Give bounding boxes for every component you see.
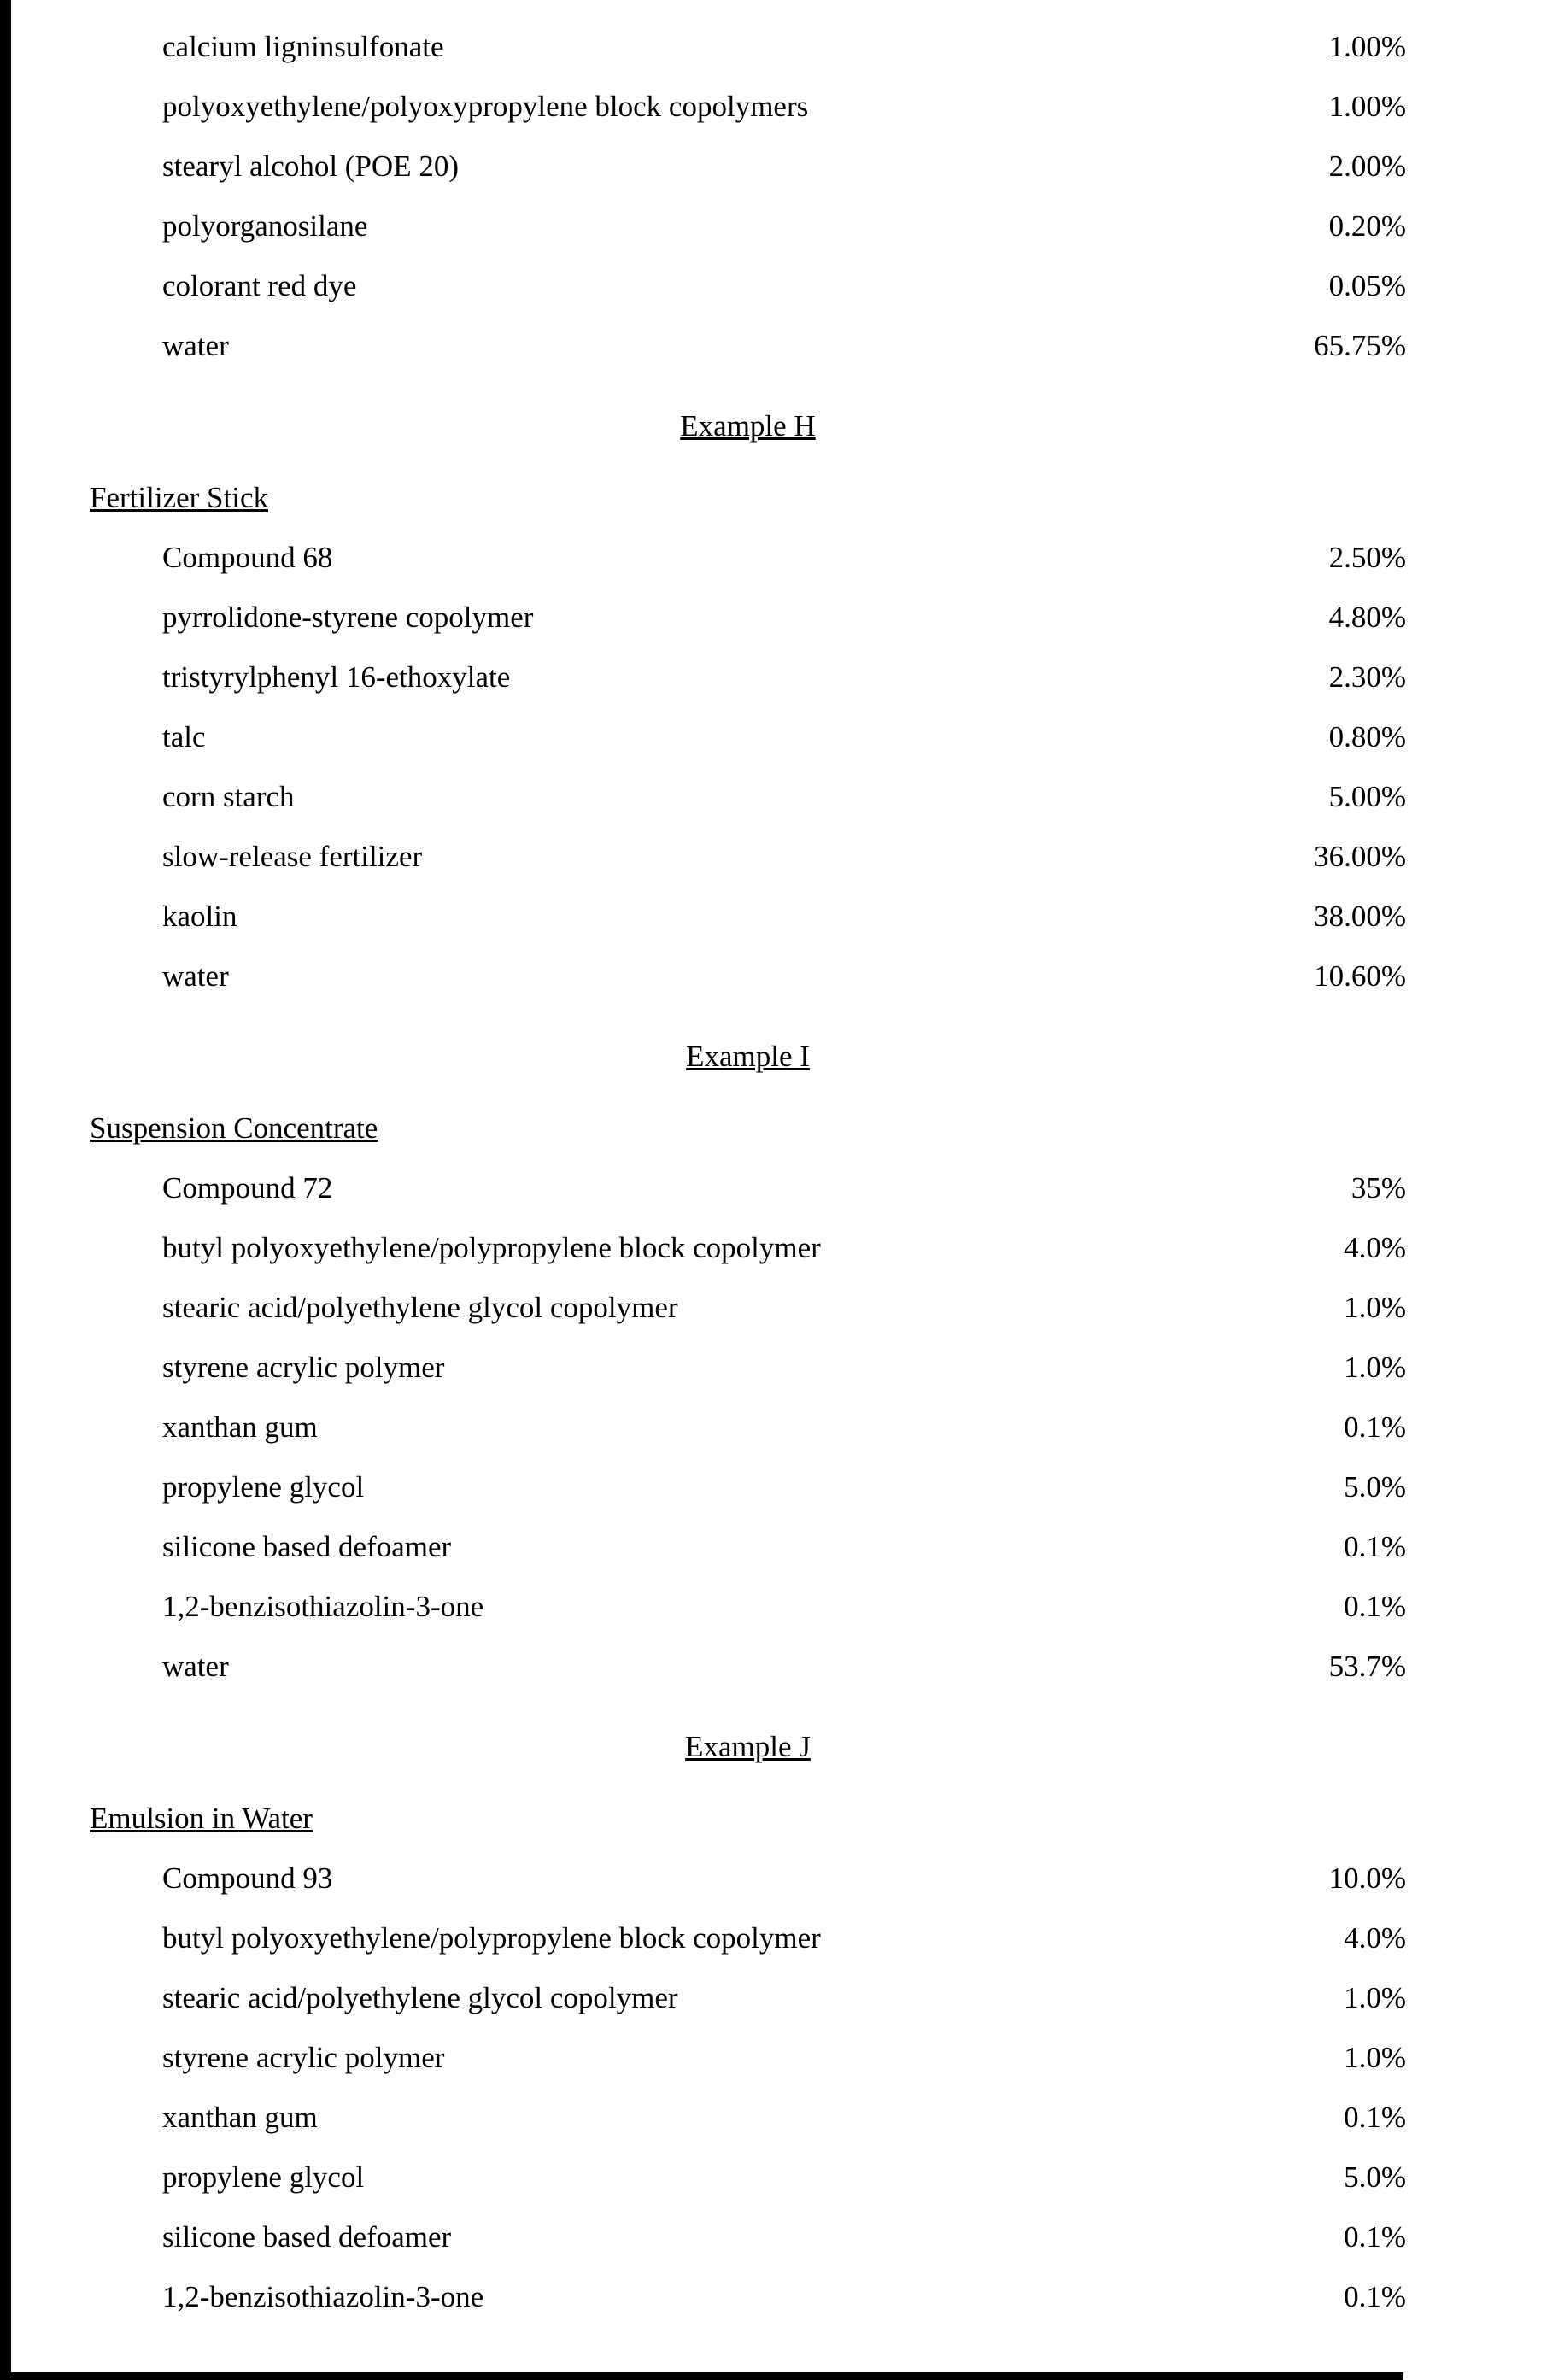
table-row	[90, 1517, 1406, 1577]
ingredient-name: styrene acrylic polymer	[162, 1351, 445, 1384]
ingredient-amount: 35%	[1351, 1171, 1406, 1205]
table-row	[90, 707, 1406, 767]
table-row	[90, 196, 1406, 256]
ingredient-name: stearyl alcohol (POE 20)	[162, 149, 459, 183]
table-row	[90, 316, 1406, 376]
table-row	[90, 1398, 1406, 1457]
ingredient-amount: 5.0%	[1344, 1470, 1406, 1504]
ingredient-name: propylene glycol	[162, 2160, 365, 2194]
scan-artifact-bottom-edge	[11, 2372, 1403, 2380]
ingredient-amount: 1.0%	[1344, 1291, 1406, 1324]
table-row	[90, 2088, 1406, 2148]
example-title: Example J	[685, 1730, 811, 1763]
ingredient-amount: 1.0%	[1344, 1981, 1406, 2014]
ingredient-amount: 0.1%	[1344, 2220, 1406, 2254]
ingredient-amount: 0.20%	[1328, 209, 1406, 243]
table-row	[90, 947, 1406, 1006]
ingredient-name: 1,2-benzisothiazolin-3-one	[162, 2280, 484, 2313]
ingredient-name: talc	[162, 720, 206, 753]
table-row	[90, 137, 1406, 196]
table-row	[90, 528, 1406, 588]
ingredient-amount: 4.0%	[1344, 1921, 1406, 1955]
table-row	[90, 1968, 1406, 2028]
ingredient-name: silicone based defoamer	[162, 2220, 452, 2254]
ingredient-name: stearic acid/polyethylene glycol copolymer	[162, 1291, 678, 1324]
ingredient-name: calcium ligninsulfonate	[162, 30, 444, 63]
ingredient-amount: 1.00%	[1328, 90, 1406, 123]
formulation-section	[90, 1717, 1406, 2327]
ingredient-amount: 2.30%	[1328, 660, 1406, 694]
document-page	[90, 17, 1406, 2327]
ingredient-amount: 4.80%	[1328, 601, 1406, 634]
ingredient-amount: 1.0%	[1344, 1351, 1406, 1384]
ingredient-name: pyrrolidone-styrene copolymer	[162, 601, 534, 634]
ingredient-amount: 5.00%	[1328, 780, 1406, 813]
ingredient-amount: 1.0%	[1344, 2041, 1406, 2074]
example-title: Example H	[680, 409, 816, 443]
table-row	[90, 1637, 1406, 1697]
example-title: Example I	[686, 1040, 810, 1073]
ingredient-name: propylene glycol	[162, 1470, 365, 1504]
ingredient-amount: 0.05%	[1328, 269, 1406, 302]
ingredient-name: stearic acid/polyethylene glycol copolymer	[162, 1981, 678, 2014]
ingredient-name: slow-release fertilizer	[162, 840, 423, 873]
ingredient-name: water	[162, 959, 229, 993]
table-row	[90, 1218, 1406, 1278]
ingredient-amount: 0.1%	[1344, 2280, 1406, 2313]
ingredient-name: polyoxyethylene/polyoxypropylene block copolymers	[162, 90, 809, 123]
ingredient-amount: 5.0%	[1344, 2160, 1406, 2194]
table-row	[90, 1457, 1406, 1517]
ingredient-amount: 10.0%	[1328, 1861, 1406, 1895]
ingredient-name: polyorganosilane	[162, 209, 368, 243]
table-row	[90, 17, 1406, 77]
ingredient-name: butyl polyoxyethylene/polypropylene block copolymer	[162, 1921, 821, 1955]
ingredient-amount: 38.00%	[1314, 900, 1406, 933]
table-row	[90, 1278, 1406, 1338]
formulation-section	[90, 396, 1406, 1006]
ingredient-name: xanthan gum	[162, 1410, 318, 1444]
ingredient-rows	[90, 17, 1406, 376]
ingredient-amount: 2.00%	[1328, 149, 1406, 183]
ingredient-amount: 1.00%	[1328, 30, 1406, 63]
ingredient-amount: 0.1%	[1344, 1410, 1406, 1444]
table-row	[90, 827, 1406, 887]
ingredient-amount: 65.75%	[1314, 329, 1406, 362]
ingredient-amount: 0.1%	[1344, 2101, 1406, 2134]
ingredient-amount: 53.7%	[1328, 1650, 1406, 1683]
ingredient-name: Compound 68	[162, 541, 333, 574]
ingredient-name: 1,2-benzisothiazolin-3-one	[162, 1590, 484, 1623]
table-row	[90, 767, 1406, 827]
table-row	[90, 77, 1406, 137]
ingredient-name: kaolin	[162, 900, 237, 933]
ingredient-amount: 0.1%	[1344, 1590, 1406, 1623]
table-row	[90, 2267, 1406, 2327]
section-subtitle: Suspension Concentrate	[90, 1111, 378, 1145]
ingredient-name: water	[162, 329, 229, 362]
ingredient-amount: 0.80%	[1328, 720, 1406, 753]
section-subtitle: Fertilizer Stick	[90, 481, 268, 514]
table-row	[90, 887, 1406, 947]
formulation-section	[90, 1027, 1406, 1697]
table-row	[90, 1577, 1406, 1637]
ingredient-name: tristyrylphenyl 16-ethoxylate	[162, 660, 511, 694]
ingredient-name: Compound 72	[162, 1171, 333, 1205]
ingredient-name: butyl polyoxyethylene/polypropylene block copolymer	[162, 1231, 821, 1264]
table-row	[90, 2148, 1406, 2207]
table-row	[90, 256, 1406, 316]
table-row	[90, 2028, 1406, 2088]
formulation-section	[90, 17, 1406, 376]
ingredient-amount: 36.00%	[1314, 840, 1406, 873]
ingredient-amount: 0.1%	[1344, 1530, 1406, 1563]
section-subtitle: Emulsion in Water	[90, 1802, 313, 1835]
ingredient-rows	[90, 1849, 1406, 2327]
ingredient-amount: 2.50%	[1328, 541, 1406, 574]
ingredient-amount: 4.0%	[1344, 1231, 1406, 1264]
ingredient-rows	[90, 528, 1406, 1006]
ingredient-name: silicone based defoamer	[162, 1530, 452, 1563]
ingredient-name: xanthan gum	[162, 2101, 318, 2134]
ingredient-name: water	[162, 1650, 229, 1683]
ingredient-name: corn starch	[162, 780, 295, 813]
ingredient-name: colorant red dye	[162, 269, 357, 302]
table-row	[90, 648, 1406, 707]
table-row	[90, 1338, 1406, 1398]
table-row	[90, 1849, 1406, 1908]
scan-artifact-left-edge	[0, 0, 11, 2380]
table-row	[90, 1908, 1406, 1968]
ingredient-amount: 10.60%	[1314, 959, 1406, 993]
ingredient-rows	[90, 1158, 1406, 1697]
table-row	[90, 588, 1406, 648]
table-row	[90, 1158, 1406, 1218]
table-row	[90, 2207, 1406, 2267]
ingredient-name: styrene acrylic polymer	[162, 2041, 445, 2074]
ingredient-name: Compound 93	[162, 1861, 333, 1895]
